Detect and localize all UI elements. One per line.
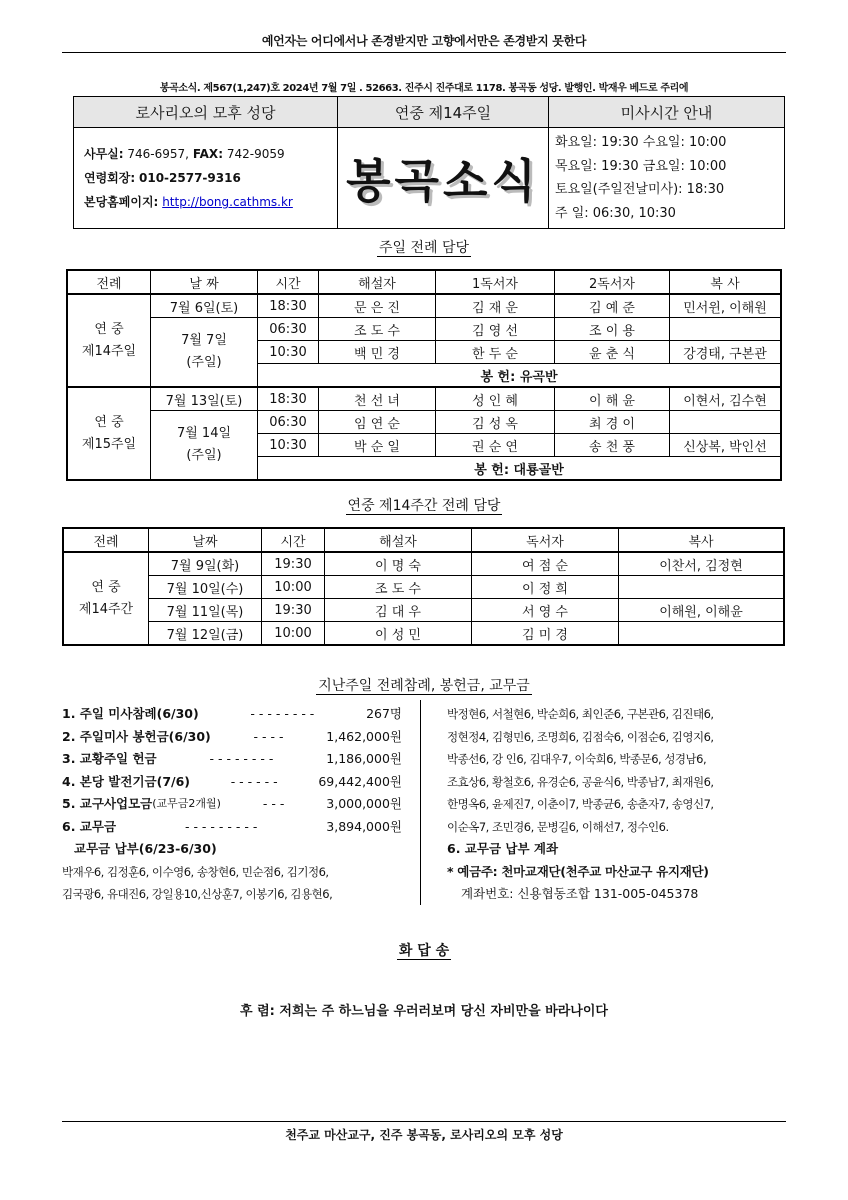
- server-cell: [619, 622, 785, 646]
- payment-names: 박종선6, 강 인6, 김대우7, 이숙희6, 박종문6, 성경남6,: [447, 752, 707, 766]
- payment-names: 박정현6, 서철현6, 박순희6, 최인준6, 구본관6, 김진태6,: [447, 707, 714, 721]
- commentator-cell: 이 명 숙: [325, 552, 472, 576]
- time-cell: 19:30: [262, 599, 325, 622]
- reader2-cell: 송 천 풍: [555, 434, 670, 457]
- server-cell: 이현서, 김수현: [670, 387, 782, 411]
- time-cell: 18:30: [258, 387, 319, 411]
- mass-time-line: 화요일: 19:30 수요일: 10:00: [555, 135, 727, 150]
- issue-info: 봉곡소식. 제567(1,247)호 2024년 7월 7일 . 52663. 진주시 진주대로 1178. 봉곡동 성당. 발행인. 박재우 베드로 주리에: [159, 83, 689, 94]
- payment-title: 교무금 납부(6/23-6/30): [74, 841, 217, 856]
- time-cell: 19:30: [262, 552, 325, 576]
- office-phone: 746-6957,: [127, 147, 189, 161]
- col-header: 복 사: [670, 270, 782, 294]
- time-cell: 10:30: [258, 434, 319, 457]
- server-cell: 신상복, 박인선: [670, 434, 782, 457]
- fax-number: 742-9059: [226, 147, 285, 161]
- reader-cell: 여 점 순: [472, 552, 619, 576]
- date-cell: 7월 12일(금): [149, 622, 262, 646]
- time-cell: 18:30: [258, 294, 319, 318]
- col-header: 전례: [67, 270, 151, 294]
- mass-time-line: 토요일(주일전날미사): 18:30: [555, 182, 725, 197]
- server-cell: 민서윈, 이해원: [670, 294, 782, 318]
- finance-item: 3. 교황주일 헌금 - - - - - - - - 1,186,000원: [62, 751, 402, 766]
- reader1-cell: 권 순 연: [436, 434, 555, 457]
- payment-names: 박재우6, 김정훈6, 이수영6, 송창현6, 민순점6, 김기정6,: [62, 864, 329, 879]
- col-header: 2독서자: [555, 270, 670, 294]
- col-header: 1독서자: [436, 270, 555, 294]
- reader-cell: 서 영 수: [472, 599, 619, 622]
- col-header: 해설자: [325, 528, 472, 552]
- week-cell: 연 중 제14주간: [63, 552, 149, 645]
- date-cell: 7월 6일(토): [151, 294, 258, 318]
- finance-item: 2. 주일미사 봉헌금(6/30) - - - - 1,462,000원: [62, 728, 402, 744]
- reader1-cell: 한 두 순: [436, 341, 555, 364]
- finance-item: 4. 본당 발전기금(7/6) - - - - - - 69,442,400원: [62, 773, 402, 789]
- contact-info: [74, 128, 338, 229]
- office-label: 사무실:: [84, 147, 124, 161]
- finance-items: [62, 703, 402, 906]
- reader2-cell: 윤 춘 식: [555, 341, 670, 364]
- finance-title: 지난주일 전례참례, 봉헌금, 교무금: [318, 678, 530, 694]
- response-refrain: 후 렴: 저희는 주 하느님을 우러러보며 당신 자비만을 바라나이다: [240, 1004, 608, 1019]
- footer: 천주교 마산교구, 진주 봉곡동, 로사리오의 모후 성당: [62, 1121, 786, 1143]
- mass-times-title: 미사시간 안내: [549, 97, 785, 128]
- week-cell: 연 중 제14주일: [67, 294, 151, 387]
- reader1-cell: 김 영 선: [436, 318, 555, 341]
- elderly-label: 연령회장:: [84, 171, 136, 185]
- parish-name: 로사리오의 모후 성당: [74, 97, 338, 128]
- date-cell: 7월 13일(토): [151, 387, 258, 411]
- date-cell: 7월 7일 (주일): [151, 318, 258, 388]
- proverb-banner: 예언자는 어디에서나 존경받지만 고향에서만은 존경받지 못한다: [62, 32, 786, 53]
- payment-names-right: [447, 703, 787, 906]
- elderly-phone: 010-2577-9316: [139, 171, 241, 185]
- mass-time-line: 주 일: 06:30, 10:30: [555, 205, 676, 221]
- account-holder: * 예금주: 천마교재단(천주교 마산교구 유지재단): [447, 863, 709, 879]
- masthead-table: [73, 96, 785, 229]
- time-cell: 06:30: [258, 318, 319, 341]
- homepage-link[interactable]: http://bong.cathms.kr: [162, 195, 293, 209]
- payment-names: 이순옥7, 조민경6, 문병길6, 이해선7, 정수인6.: [447, 819, 669, 834]
- reader1-cell: 김 성 옥: [436, 411, 555, 434]
- response-title: 화 답 송: [398, 943, 450, 959]
- reader2-cell: 이 해 윤: [555, 387, 670, 411]
- weekday-schedule-title: 연중 제14주간 전례 담당: [347, 498, 501, 514]
- col-header: 날 짜: [151, 270, 258, 294]
- commentator-cell: 조 도 수: [319, 318, 436, 341]
- reader2-cell: 최 경 이: [555, 411, 670, 434]
- col-header: 날짜: [149, 528, 262, 552]
- date-cell: 7월 9일(화): [149, 552, 262, 576]
- finance-item: 5. 교구사업모금 (교무금2개월) - - - 3,000,000원: [62, 796, 402, 811]
- server-cell: 이해원, 이해윤: [619, 599, 785, 622]
- commentator-cell: 이 성 민: [325, 622, 472, 646]
- time-cell: 10:00: [262, 576, 325, 599]
- payment-names: 김국광6, 유대진6, 강일용10,신상훈7, 이봉기6, 김용현6,: [62, 887, 333, 901]
- reader2-cell: 조 이 용: [555, 318, 670, 341]
- col-header: 시간: [262, 528, 325, 552]
- payment-names: 조효상6, 황철호6, 유경순6, 공윤식6, 박종남7, 최재원6,: [447, 774, 714, 789]
- homepage-label: 본당홈페이지:: [84, 195, 159, 209]
- week-name: 연중 제14주일: [338, 97, 549, 128]
- commentator-cell: 김 대 우: [325, 599, 472, 622]
- finance-item: 1. 주일 미사참례(6/30) - - - - - - - - 267명: [62, 706, 402, 721]
- server-cell: [670, 318, 782, 341]
- commentator-cell: 조 도 수: [325, 576, 472, 599]
- week-cell: 연 중 제15주일: [67, 387, 151, 480]
- sunday-schedule-table: [66, 269, 782, 481]
- commentator-cell: 박 순 일: [319, 434, 436, 457]
- time-cell: 10:30: [258, 341, 319, 364]
- date-cell: 7월 11일(목): [149, 599, 262, 622]
- col-header: 독서자: [472, 528, 619, 552]
- col-header: 시간: [258, 270, 319, 294]
- commentator-cell: 천 선 녀: [319, 387, 436, 411]
- mass-times: [549, 128, 785, 229]
- account-number: 계좌번호: 신용협동조합 131-005-045378: [461, 886, 699, 901]
- payment-names: 정현정4, 김형민6, 조명희6, 김점숙6, 이점순6, 김영지6,: [447, 729, 714, 744]
- weekday-schedule-table: [62, 527, 785, 646]
- reader1-cell: 김 재 운: [436, 294, 555, 318]
- reader2-cell: 김 예 준: [555, 294, 670, 318]
- offering-cell: 봉 헌: 대룡골반: [258, 457, 782, 481]
- date-cell: 7월 14일 (주일): [151, 411, 258, 481]
- server-cell: 이찬서, 김정현: [619, 552, 785, 576]
- reader-cell: 김 미 경: [472, 622, 619, 646]
- server-cell: 강경태, 구본관: [670, 341, 782, 364]
- finance-item: 6. 교무금 - - - - - - - - - 3,894,000원: [62, 818, 402, 834]
- reader1-cell: 성 인 혜: [436, 387, 555, 411]
- offering-cell: 봉 헌: 유곡반: [258, 364, 782, 388]
- commentator-cell: 백 민 경: [319, 341, 436, 364]
- time-cell: 10:00: [262, 622, 325, 646]
- fax-label: FAX:: [192, 147, 223, 161]
- col-header: 전례: [63, 528, 149, 552]
- commentator-cell: 임 연 순: [319, 411, 436, 434]
- finance-divider: [420, 700, 421, 905]
- newsletter-title-cell: [338, 128, 549, 229]
- col-header: 해설자: [319, 270, 436, 294]
- time-cell: 06:30: [258, 411, 319, 434]
- reader-cell: 이 정 희: [472, 576, 619, 599]
- sunday-schedule-title: 주일 전례 담당: [378, 240, 470, 256]
- server-cell: [619, 576, 785, 599]
- payment-names: 한명옥6, 윤제진7, 이춘이7, 박종균6, 송춘자7, 송영신7,: [447, 797, 714, 811]
- commentator-cell: 문 은 진: [319, 294, 436, 318]
- server-cell: [670, 411, 782, 434]
- date-cell: 7월 10일(수): [149, 576, 262, 599]
- account-title: 6. 교무금 납부 계좌: [447, 841, 559, 856]
- col-header: 복사: [619, 528, 785, 552]
- mass-time-line: 목요일: 19:30 금요일: 10:00: [555, 158, 727, 174]
- newsletter-title: 봉곡소식: [346, 154, 540, 208]
